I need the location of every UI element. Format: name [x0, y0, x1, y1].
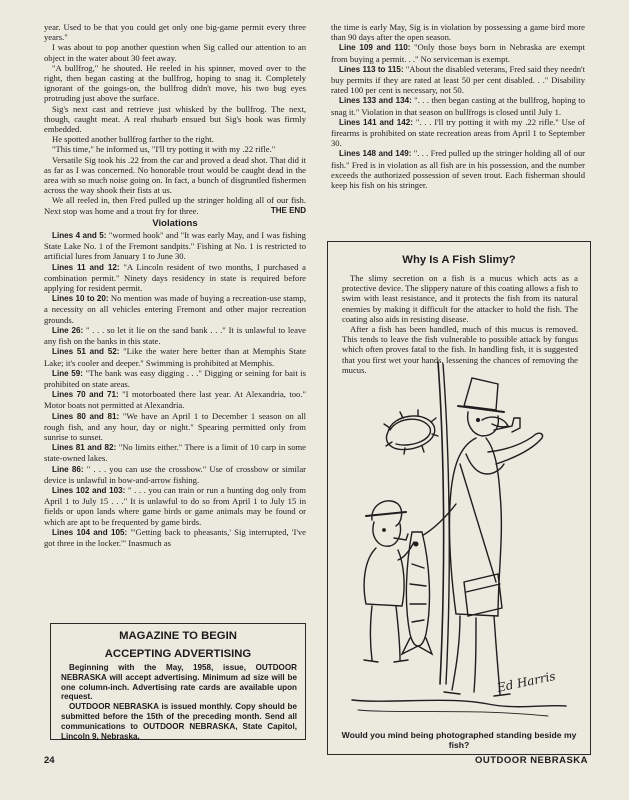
- magazine-name: OUTDOOR NEBRASKA: [475, 755, 589, 766]
- advertising-notice-box: [50, 623, 306, 740]
- violation-line-label: Lines 104 and 105:: [52, 527, 128, 537]
- violation-entry: [44, 485, 306, 527]
- violation-text: " . . . you can use the crossbow." Use of crossbow or similar device is unlawful in bow-and-arrow fishing.: [44, 463, 306, 485]
- violations-list: [44, 230, 306, 548]
- story-paragraph: [44, 195, 306, 215]
- violation-line-label: Lines 80 and 81:: [52, 411, 120, 421]
- violation-line-label: Lines 102 and 103:: [52, 485, 126, 495]
- wreath-doodle: [384, 410, 438, 454]
- violation-line-label: Lines 81 and 82:: [52, 443, 117, 453]
- violation-text: ". . . Fred pulled up the stringer holding all of our fish." Fred is in violation as all fish are in his possession, and the number exceeds the authorized possession of seven trout. Each fisherman should keep his fish on his stringer.: [331, 148, 585, 191]
- violation-line-label: Lines 51 and 52:: [52, 347, 120, 357]
- violation-entry: [44, 346, 306, 367]
- violation-line-label: Lines 113 to 115:: [339, 64, 404, 74]
- violations-heading: Violations: [152, 217, 198, 229]
- violation-text: "No limits either." There is a limit of 10 carp in some state-owned lakes.: [44, 442, 306, 464]
- violation-text: "Only those boys born in Nebraska are exempt from buying a permit. . ." No serviceman is exempt.: [331, 42, 585, 64]
- violation-entry: [331, 148, 585, 190]
- violation-text: ". . . I'll try potting it with my .22 rifle." Use of firearms is prohibited on state recreation areas from April 1 to September 30.: [331, 116, 585, 149]
- violation-text: "About the disabled veterans, Fred said they needn't buy permits if they are rated at least 50 per cent disabled. . ." Disability rated 100 per cent is necessary, not 50.: [331, 63, 585, 96]
- violation-line-label: Lines 10 to 20:: [52, 294, 109, 304]
- violation-line-label: Lines 148 and 149:: [339, 149, 412, 159]
- story-paragraph: "This time," he informed us, "I'll try potting it with my .22 rifle.": [52, 144, 276, 155]
- violations-list-continued: [331, 42, 585, 190]
- fish-slimy-box: [327, 241, 591, 755]
- story-paragraph: Versatile Sig took his .22 from the car and proved a dead shot. That did it as far as I was concerned. No honorable trout would be caught dead in the area with so much noise going on. In fact, a bunch of disgruntled fishermen across the way shook their fists at us.: [44, 154, 306, 196]
- violation-line-label: Line 109 and 110:: [339, 43, 411, 53]
- violation-text: " . . . you can train or run a hunting dog only from April 1 to July 15 . . ." It is unlawful to do so from April 1 to July 15 in fields or upon lands where game birds or game animals may be found or which are apt to be frequented by game birds.: [44, 484, 306, 527]
- the-end-label: THE END: [270, 205, 306, 215]
- violation-line-label: Lines 4 and 5:: [52, 231, 107, 241]
- violation-entry: [44, 262, 306, 294]
- violation-entry: [331, 95, 585, 116]
- violation-entry: [331, 64, 585, 96]
- violation-text: "We have an April 1 to December 1 season on all rough fish, and any hour, day or night." Spearing permitted only from sunrise to sunset.: [44, 410, 306, 442]
- violation-entry: [44, 464, 306, 485]
- artist-signature: Ed Harris: [495, 668, 557, 695]
- ad-paragraph: OUTDOOR NEBRASKA is issued monthly. Copy should be submitted before the 15th of the preceding month. Send all communications to OUTDOOR NEBRASKA, State Capitol, Lincoln 9, Nebraska.: [61, 702, 297, 741]
- violation-line-label: Line 26:: [52, 325, 84, 335]
- fish-slimy-heading: Why Is A Fish Slimy?: [402, 254, 516, 266]
- fish-paragraph: After a fish has been handled, much of this mucus is removed. This tends to leave the fish vulnerable to possible attack by fungus which often proves fatal to the fish. In handling fish, it is suggested that you first wet your hands, lessening the chances of removing the mucus.: [342, 324, 578, 375]
- violation-entry: [44, 442, 306, 463]
- violation-line-label: Lines 70 and 71:: [52, 390, 119, 400]
- violation-line-label: Line 86:: [52, 464, 84, 474]
- violation-line-label: Lines 133 and 134:: [339, 96, 412, 106]
- fisherman-cartoon: [348, 354, 570, 722]
- story-text: We all reeled in, then Fred pulled up the stringer holding all of our fish. Next stop was home and a trout fry for three.: [44, 195, 306, 216]
- violation-entry: [44, 230, 306, 262]
- violation-text: "'Getting back to pheasants,' Sig interrupted, 'I've got three in the locker.'" Inasmuch as: [44, 526, 306, 548]
- fish-paragraph: The slimy secretion on a fish is a mucus which acts as a protective device. The slippery nature of this coating allows a fish to swim with least resistance, and it protects the fish from its natural enemies by making it difficult for the attacker to hold the fish. The coating also aids in resisting disease.: [342, 273, 578, 324]
- ad-heading-line-1: MAGAZINE TO BEGIN: [119, 630, 237, 642]
- violation-text: "The bank was easy digging . . ." Digging or seining for bait is prohibited on state areas.: [44, 367, 306, 389]
- violation-text: " . . . so let it lie on the sand bank . . ." It is unlawful to leave any fish on the banks in this state.: [44, 324, 306, 347]
- violation-text: ". . . then began casting at the bullfrog, hoping to snag it." Violation in that season on bullfrogs is closed until July 1.: [331, 95, 585, 117]
- story-paragraph: year. Used to be that you could get only one big-game permit every three years.": [44, 22, 306, 43]
- violation-entry: [44, 325, 306, 346]
- violation-text: "A Lincoln resident of two months, I purchased a combination permit." Ninety days residency in state is required before applying for resident permit.: [44, 261, 306, 294]
- ad-paragraph: Beginning with the May, 1958, issue, OUTDOOR NEBRASKA will accept advertising. Minimum ad size will be one column-inch. Advertising rate cards are available upon request.: [61, 663, 297, 702]
- left-column: [44, 22, 306, 548]
- story-paragraph: Sig's next cast and retrieve just whisked by the bullfrog. The next, though, caught meat. A real rhubarb ensued but Sig's hook was firmly embedded.: [44, 103, 306, 135]
- violation-entry: [44, 389, 306, 410]
- violation-entry: [44, 368, 306, 389]
- cartoon-caption: Would you mind being photographed standing beside my fish?: [341, 730, 577, 750]
- ad-body: [61, 663, 297, 741]
- violation-line-label: Line 59:: [52, 368, 83, 378]
- violation-text: "wormed hook" and "It was early May, and I was fishing State Lake No. 1 of the Fremont sandpits." Fishing at No. 1 is restricted to artificial lures from January 1 to June 30.: [44, 230, 306, 262]
- violation-text: "I motorboated there last year. At Alexandria, too." Motor boats not permitted at Alexandria.: [44, 389, 307, 411]
- violation-entry: [44, 411, 306, 443]
- violation-entry: [44, 293, 306, 325]
- ad-heading-line-2: ACCEPTING ADVERTISING: [104, 648, 252, 660]
- page-number: 24: [44, 755, 55, 766]
- story-paragraph: "A bullfrog," he shouted. He reeled in his spinner, moved over to the right, then began casting at the bullfrog, hoping to snag it. Completely ignorant of the goings-on, the bullfrog didn't move, his two bug eyes protruding just above the surface.: [44, 62, 306, 104]
- violation-text: "Like the water here better than at Memphis State Lake; it's cooler and deeper." Swimming is prohibited at Memphis.: [44, 346, 306, 368]
- violation-entry: [331, 42, 585, 63]
- story-paragraph: I was about to pop another question when Sig called our attention to an object in the water about 30 feet away.: [44, 42, 306, 63]
- violation-line-label: Lines 141 and 142:: [339, 117, 413, 127]
- violation-line-label: Lines 11 and 12:: [52, 262, 120, 272]
- right-column: [331, 22, 585, 190]
- story-paragraph: He spotted another bullfrog farther to the right.: [52, 134, 214, 145]
- violation-text: No mention was made of buying a recreation-use stamp, a necessity on all vehicles entering Fremont and other major recreation grounds.: [44, 293, 306, 325]
- violation-entry: [331, 117, 585, 149]
- violation-entry: [44, 527, 306, 548]
- violation-continuation: the time is early May, Sig is in violation by possessing a game bird more than 90 days after the open season.: [331, 22, 585, 43]
